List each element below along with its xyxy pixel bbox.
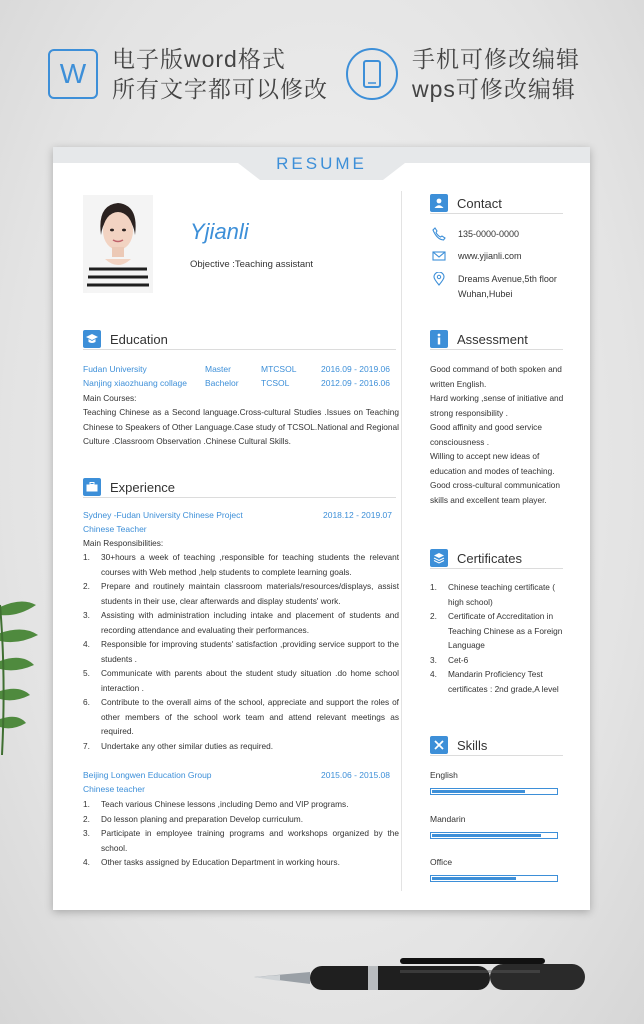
job-duties-list (83, 797, 399, 870)
phone-icon (346, 48, 398, 100)
candidate-name: Yjianli (190, 219, 249, 244)
contact-website (432, 249, 522, 264)
resume-heading: RESUME (276, 154, 367, 173)
info-icon (430, 330, 448, 348)
list-item: 4. Other tasks assigned by Education Department in working hours. (83, 857, 340, 867)
education-dates: 2016.09 - 2019.06 (321, 364, 391, 374)
word-icon: W (48, 49, 98, 99)
school-name: Fudan University (83, 364, 147, 374)
experience-rule (83, 497, 396, 498)
list-item: 3. Participate in employee training programs and workshops organized by the school. (83, 828, 399, 853)
courses-label: Main Courses: (83, 393, 137, 403)
banner-phone-feature (346, 44, 580, 104)
contact-title: Contact (457, 195, 502, 211)
skill-bar-fill (432, 834, 541, 837)
list-item: 4. Mandarin Proficiency Test certificates : 2nd grade,A level (430, 669, 559, 694)
skill-name: English (430, 770, 458, 780)
contact-rule (430, 213, 563, 214)
mail-icon (432, 249, 446, 263)
contact-phone (432, 227, 519, 242)
assessment-header (430, 330, 528, 348)
job-dates: 2015.06 - 2015.08 (321, 770, 391, 780)
assessment-rule (430, 349, 563, 350)
job-role: Chinese Teacher (83, 524, 147, 534)
list-item: 1. Chinese teaching certificate ( high school) (430, 582, 555, 607)
skill-name: Mandarin (430, 814, 466, 824)
list-item: 1. Teach various Chinese lessons ,including Demo and VIP programs. (83, 799, 349, 809)
education-header (83, 330, 168, 348)
major: MTCSOL (261, 364, 297, 374)
location-pin-icon (432, 272, 446, 286)
skills-title: Skills (457, 737, 488, 753)
list-item: 3. Assisting with administration including intake and placement of students and recording attendance and evaluating their performances. (83, 610, 399, 635)
resume-paper (53, 147, 590, 910)
address-line1: Dreams Avenue,5th floor (458, 274, 557, 284)
job-dates: 2018.12 - 2019.07 (323, 510, 393, 520)
banner-right-line2: wps可修改编辑 (412, 76, 576, 102)
job-role: Chinese teacher (83, 784, 145, 794)
assessment-title: Assessment (457, 331, 528, 347)
responsibilities-label: Main Responsibilities: (83, 538, 164, 548)
contact-card-icon (430, 194, 448, 212)
list-item: 1. 30+hours a week of teaching ,responsible for teaching students the relevant courses with Web method ,help students to complete learning goals. (83, 552, 399, 577)
list-item: 2. Do lesson planing and preparation Develop curriculum. (83, 813, 304, 824)
certificates-list (430, 580, 565, 696)
skill-bar (430, 788, 558, 795)
column-divider (401, 191, 402, 891)
list-item: 6. Contribute to the overall aims of the school, appreciate and support the roles of other members of the school work team and attend relevant meetings as required. (83, 697, 399, 736)
school-name: Nanjing xiaozhuang collage (83, 378, 187, 388)
list-item: 7. Undertake any other similar duties as required. (83, 740, 274, 751)
degree: Bachelor (205, 378, 239, 388)
list-item: 2. Prepare and routinely maintain classroom materials/resources/displays, assist students in their use, clear afterwards and display students' work. (83, 581, 399, 606)
plant-decoration (0, 595, 40, 755)
experience-header (83, 478, 175, 496)
job-org: Sydney -Fudan University Chinese Project (83, 510, 243, 520)
layers-icon (430, 549, 448, 567)
education-dates: 2012.09 - 2016.06 (321, 378, 391, 388)
objective: Objective :Teaching assistant (190, 259, 314, 270)
tools-icon (430, 736, 448, 754)
pen-decoration (250, 950, 595, 995)
website: www.yjianli.com (458, 251, 522, 261)
degree: Master (205, 364, 231, 374)
skill-name: Office (430, 857, 453, 867)
contact-address (432, 272, 557, 302)
banner-word-feature (48, 44, 328, 104)
major: TCSOL (261, 378, 290, 388)
graduation-icon (83, 330, 101, 348)
phone-handset-icon (432, 227, 446, 241)
experience-title: Experience (110, 479, 176, 495)
skill-bar (430, 832, 558, 839)
briefcase-icon (83, 478, 101, 496)
education-rule (83, 349, 396, 350)
list-item: 5. Communicate with parents about the student study situation .do home school interaction . (83, 668, 399, 693)
skills-rule (430, 755, 563, 756)
job-org: Beijing Longwen Education Group (83, 770, 212, 780)
profile-photo (83, 195, 153, 293)
courses-text: Teaching Chinese as a Second language.Cross-cultural Studies .Issues on Teaching Chinese to Speakers of Other Language.Case study of TCSOL.National and Regional Culture .Classroom Observation .Chinese Cultural Skills. (83, 407, 399, 446)
banner-left-line1: 电子版word格式 (112, 46, 286, 72)
address-line2: Wuhan,Hubei (458, 289, 513, 299)
list-item: 3. Cet-6 (430, 654, 469, 665)
skill-bar (430, 875, 558, 882)
list-item: 2. Certificate of Accreditation in Teaching Chinese as a Foreign Language (430, 611, 563, 650)
skill-bar-fill (432, 790, 525, 793)
assessment-text: Good command of both spoken and written English. Hard working ,sense of initiative and strong responsibility . Good affinity and good service consciousness . Willing to accept new ideas of education and modes of teaching. Good cross-cultural communication skills and excellent team player. (430, 364, 564, 505)
certificates-title: Certificates (457, 550, 523, 566)
banner-left-line2: 所有文字都可以修改 (112, 76, 328, 102)
skills-header (430, 736, 487, 754)
banner-right-line1: 手机可修改编辑 (412, 46, 580, 72)
education-title: Education (110, 331, 168, 347)
job-duties-list (83, 550, 399, 753)
phone-number: 135-0000-0000 (458, 229, 520, 239)
contact-header (430, 194, 502, 212)
list-item: 4. Responsible for improving students' satisfaction ,providing service support to the students . (83, 639, 399, 664)
skill-bar-fill (432, 877, 516, 880)
certificates-header (430, 549, 522, 567)
certificates-rule (430, 568, 563, 569)
